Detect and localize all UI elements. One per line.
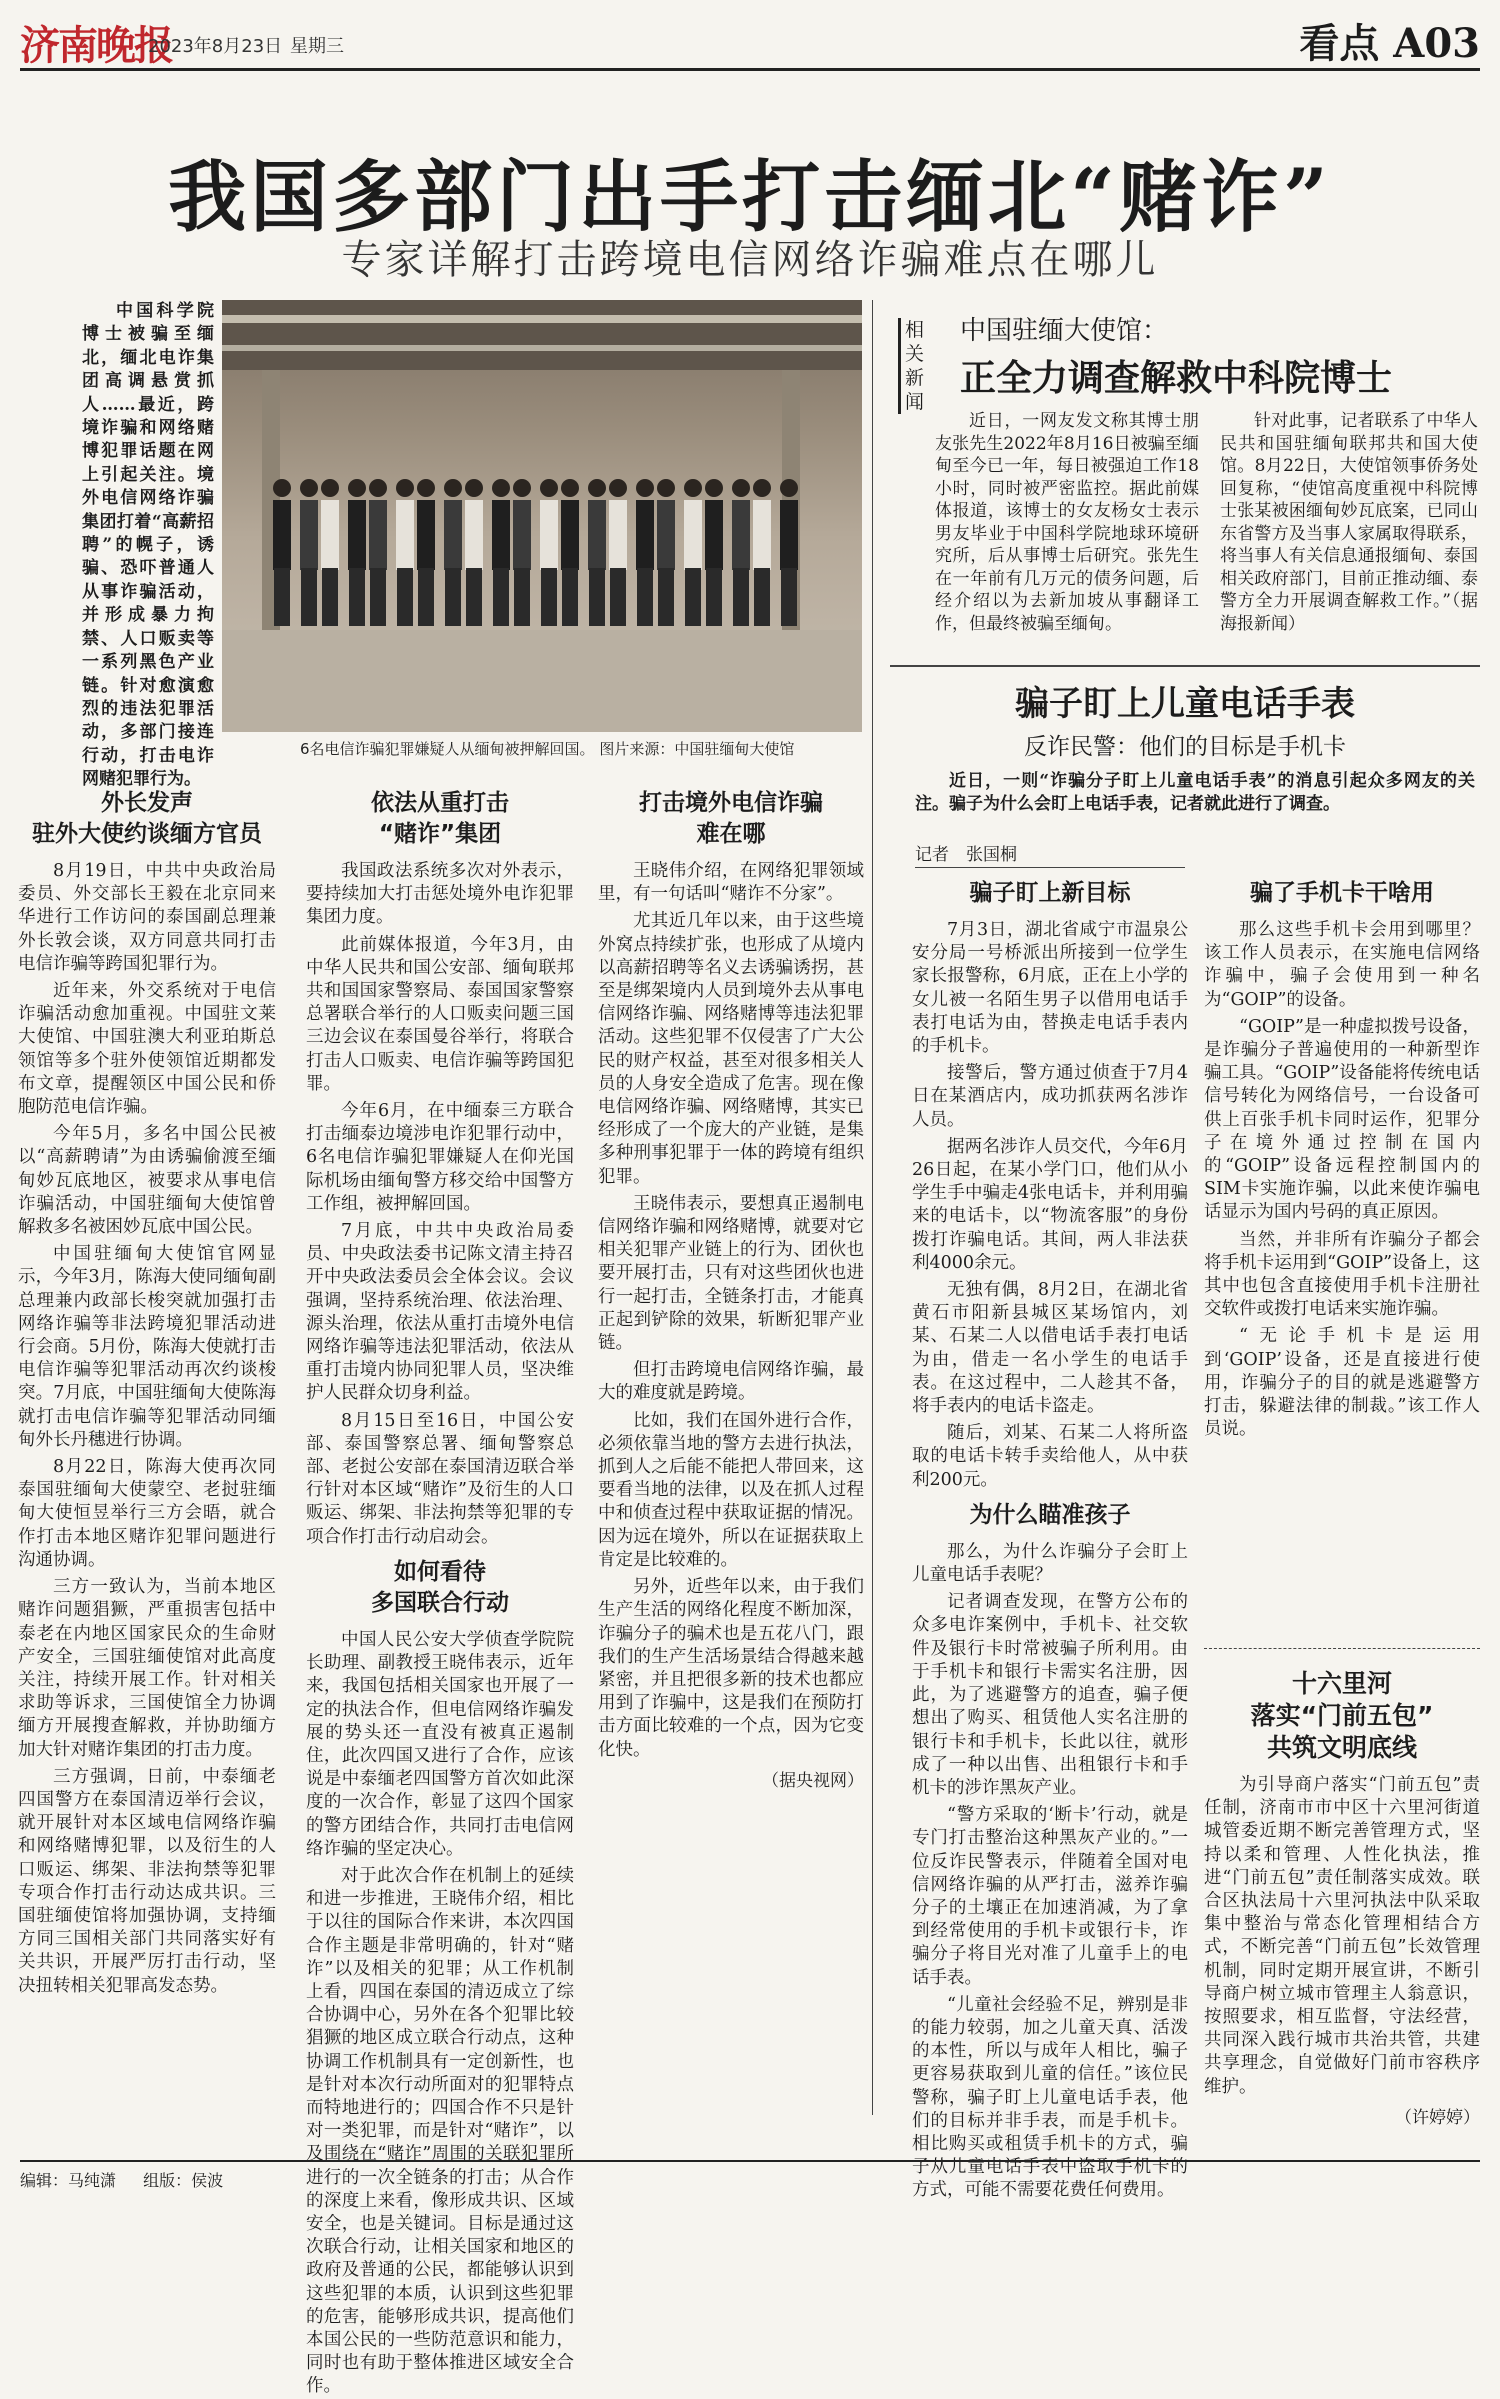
person-figure [396,500,414,570]
person-legs [733,568,749,626]
person-legs [754,568,770,626]
person-head [348,479,366,497]
person-head [684,479,702,497]
related-body-left: 近日，一网友发文称其博士朋友张先生2022年8月16日被骗至缅甸至今已一年，每日被强迫工作18小时，同时被严密监控。据此前媒体报道，该博士的女友杨女士表示男友毕业于中国科学院地球环境研究所，后从事博士后研究。张先生在一年前有几万元的债务问题，后经介绍以为去新加坡从事翻译工作，但最终被骗至缅甸。 [935,411,1199,634]
photo-caption: 6名电信诈骗犯罪嫌疑人从缅甸被押解回国。 图片来源：中国驻缅甸大使馆 [300,740,795,758]
issue-weekday: 星期三 [290,36,344,57]
person-figure [369,500,387,570]
person-legs [514,568,530,626]
watch-title: 骗子盯上儿童电话手表 [1015,684,1355,724]
person-head [396,479,414,497]
person-figure [417,500,435,570]
newspaper-logo: 济南晚报 [20,22,172,69]
person-head [732,479,750,497]
person-legs [562,568,578,626]
person-figure [561,500,579,570]
column-divider [872,300,873,2115]
person-legs [274,568,290,626]
person-figure [732,500,750,570]
person-figure [636,500,654,570]
lead-text: 中国科学院博士被骗至缅北，缅北电诈集团高调悬赏抓人……最近，跨境诈骗和网络赌博犯罪话题在网上引起关注。境外电信网络诈骗集团打着“高薪招聘”的幌子，诱骗、恐吓普通人从事诈骗活动，并形成暴力拘禁、人口贩卖等一系列黑色产业链。针对愈演愈烈的违法犯罪活动，多部门接连行动，打击电诈网赌犯罪行为。 [82,301,214,790]
person-figure [753,500,771,570]
person-head [444,479,462,497]
related-title: 正全力调查解救中科院博士 [960,357,1393,399]
person-figure [684,500,702,570]
person-figure [588,500,606,570]
person-head [369,479,387,497]
person-legs [637,568,653,626]
person-head [636,479,654,497]
section-title-why-children: 为什么瞄准孩子 [969,1501,1131,1528]
column-shiliu: 十六里河 落实“门前五包” 共筑文明底线 为引导商户落实“门前五包”责任制，济南市市中区十六里河街道城管委近期不断完善管理方式，坚持以柔和管理、人性化执法，推进“门前五包”责任制落实成效。联合区执法局十六里河执法中队采取集中整治与常态化管理相结合方式，不断完善“门前五包”长效管理机制，同时定期开展宣讲，不断引导商户树立城市管理主人翁意识，按照要求，相互监督，守法经营，共同深入践行城市共治共管，共建共享理念，自觉做好门前市容秩序维护。 （许婷婷） [1204,1669,1480,2128]
news-photo [222,300,862,732]
person-head [540,479,558,497]
person-legs [418,568,434,626]
masthead [20,8,1480,71]
editor-credit: 编辑：马纯潇 [20,2171,117,2190]
person-legs [301,568,317,626]
person-figure [513,500,531,570]
related-body-right: 针对此事，记者联系了中华人民共和国驻缅甸联邦共和国大使馆。8月22日，大使馆领事侨务处回复称，“使馆高度重视中科院博士张某被困缅甸妙瓦底案，已同山东省警方及当事人家属取得联系，将当事人有关信息通报缅甸、泰国相关政府部门，目前正推动缅、泰警方全力开展调查解救工作。”（据海报新闻） [1220,411,1478,634]
main-headline: 我国多部门出手打击缅北“赌诈” [168,152,1332,243]
section-title-cooperation: 如何看待 多国联合行动 [371,1558,509,1616]
person-legs [370,568,386,626]
watch-column-right: 骗了手机卡干啥用 那么这些手机卡会用到哪里？该工作人员表示，在实施电信网络诈骗中，骗子会使用到一种名为“GOIP”的设备。 “GOIP”是一种虚拟拨号设备，是诈骗分子普遍使用的一种新型诈骗工具。“GOIP”设备能将传统电话信号转化为网络信号，一台设备可供上百张手机卡同时运作，犯罪分子在境外通过控制在国内的“GOIP”设备远程控制国内的SIM卡实施诈骗，以此来使诈骗电话显示为国内号码的真正原因。 当然，并非所有诈骗分子都会将手机卡运用到“GOIP”设备上，这其中也包含直接使用手机卡注册社交软件或拨打电话来实施诈骗。 “无论手机卡是运用到‘GOIP’设备，还是直接进行使用，诈骗分子的目的就是逃避警方打击，躲避法律的制裁。”该工作人员说。 [1204,880,1480,1440]
watch-column-left: 骗子盯上新目标 7月3日，湖北省咸宁市温泉公安分局一号桥派出所接到一位学生家长报警称，6月底，正在上小学的女儿被一名陌生男子以借用电话手表打电话为由，替换走电话手表内的手机卡。 接警后，警方通过侦查于7月4日在某酒店内，成功抓获两名涉诈人员。 据两名涉诈人员交代，今年6月26日起，在某小学门口，他们从小学生手中骗走4张电话卡，并利用骗来的电话卡，以“物流客服”的身份拨打诈骗电话。其间，两人非法获利4000余元。 无独有偶，8月2日，在湖北省黄石市阳新县城区某场馆内，刘某、石某二人以借电话手表打电话为由，借走一名小学生的电话手表。在这过程中，二人趁其不备，将手表内的电话卡盗走。 随后，刘某、石某二人将所盗取的电话卡转手卖给他人，从中获利200元。 为什么瞄准孩子 那么，为什么诈骗分子会盯上儿童电话手表呢？ 记者调查发现，在警方公布的众多电诈案例中，手机卡、社交软件及银行卡时常被骗子所利用。由于手机卡和银行卡需实名注册，因此，为了逃避警方的追查，骗子便想出了购买、租赁他人实名注册的银行卡和手机卡，长此以往，就形成了一种以出售、出租银行卡和手机卡的涉诈黑灰产业。 “警方采取的‘断卡’行动，就是专门打击整治这种黑灰产业的。”一位反诈民警表示，伴随着全国对电信网络诈骗的从严打击，滋养诈骗分子的土壤正在加速消减，为了拿到经常使用的手机卡或银行卡，诈骗分子将目光对准了儿童手上的电话手表。 “儿童社会经验不足，辨别是非的能力较弱，加之儿童天真、活泼的本性，所以与成年人相比，骗子更容易获取到儿童的信任。”该位民警称，骗子盯上儿童电话手表，他们的目标并非手表，而是手机卡。相比购买或租赁手机卡的方式，骗子从儿童电话手表中盗取手机卡的方式，可能不需要花费任何费用。 [912,880,1188,2201]
person-legs [322,568,338,626]
person-figure [321,500,339,570]
divider-shiliu [1204,1648,1480,1649]
shiliu-source: （许婷婷） [1395,2107,1480,2128]
column-crackdown: 依法从重打击 “赌诈”集团 我国政法系统多次对外表示，要持续加大打击惩处境外电诈犯罪集团力度。 此前媒体报道，今年3月，由中华人民共和国公安部、缅甸联邦共和国国家警察局、泰国国家警察总署联合举行的人口贩卖问题三国三边会议在泰国曼谷举行，将联合打击人口贩卖、电信诈骗等跨国犯罪。 今年6月，在中缅泰三方联合打击缅泰边境涉电诈犯罪行动中，6名电信诈骗犯罪嫌疑人在仰光国际机场由缅甸警方移交给中国警方工作组，被押解回国。 7月底，中共中央政治局委员、中央政法委书记陈文清主持召开中央政法委员会全体会议。会议强调，坚持系统治理、依法治理、源头治理，依法从重打击境外电信网络诈骗等违法犯罪活动，依法从重打击境内协同犯罪人员，坚决维护人民群众切身利益。 8月15日至16日，中国公安部、泰国警察总署、缅甸警察总部、老挝公安部在泰国清迈联合举行针对本区域“赌诈”及衍生的人口贩运、绑架、非法拘禁等犯罪的专项合作打击行动启动会。 如何看待 多国联合行动 中国人民公安大学侦查学院院长助理、副教授王晓伟表示，近年来，我国包括相关国家也开展了一定的执法合作，但电信网络诈骗发展的势头还一直没有被真正遏制住，此次四国又进行了合作，应该说是中泰缅老四国警方首次如此深度的一次合作，彰显了这四个国家的警方团结合作，共同打击电信网络诈骗的坚定决心。 对于此次合作在机制上的延续和进一步推进，王晓伟介绍，相比于以往的国际合作来讲，本次四国合作主题是非常明确的，针对“赌诈”以及相关的犯罪；从工作机制上看，四国在泰国的清迈成立了综合协调中心，另外在各个犯罪比较猖獗的地区成立联合行动点，这种协调工作机制具有一定创新性，也是针对本次行动所面对的犯罪特点而特地进行的；四国合作不只是针对一类犯罪，而是针对“赌诈”，以及围绕在“赌诈”周围的关联犯罪所进行的一次全链条的打击；从合作的深度上来看，像形成共识、区域安全，也是关键词。目标是通过这次联合行动，让相关国家和地区的政府及普通的公民，都能够认识到这些犯罪的本质，认识到这些犯罪的危害，能够形成共识，提高他们本国公民的一些防范意识和能力，同时也有助于整体推进区域安全合作。 [306,790,574,2397]
section-title-crackdown: 依法从重打击 “赌诈”集团 [371,790,509,847]
person-head [273,479,291,497]
person-legs [781,568,797,626]
person-figure [465,500,483,570]
person-legs [493,568,509,626]
person-legs [658,568,674,626]
reporter-byline: 记者 张国桐 [915,840,1185,868]
person-head [417,479,435,497]
person-legs [589,568,605,626]
person-head [321,479,339,497]
person-figure [444,500,462,570]
person-legs [349,568,365,626]
person-figure [492,500,510,570]
person-head [780,479,798,497]
person-figure [540,500,558,570]
related-kicker: 中国驻缅大使馆： [960,316,1169,346]
person-head [705,479,723,497]
column-difficulty: 打击境外电信诈骗 难在哪 王晓伟介绍，在网络犯罪领域里，有一句话叫“赌诈不分家”。 尤其近几年以来，由于这些境外窝点持续扩张，也形成了从境内以高薪招聘等名义去诱骗诱拐，甚至是绑架境内人员到境外去从事电信网络诈骗、网络赌博等违法犯罪活动。这些犯罪不仅侵害了广大公民的财产权益，甚至对很多相关人员的人身安全造成了危害。现在像电信网络诈骗、网络赌博，其实已经形成了一个庞大的产业链，是集多种刑事犯罪于一体的跨境有组织犯罪。 王晓伟表示，要想真正遏制电信网络诈骗和网络赌博，就要对它相关犯罪产业链上的行为、团伙也要开展打击，只有对这些团伙也进行一起打击，全链条打击，才能真正起到铲除的效果，斩断犯罪产业链。 但打击跨境电信网络诈骗，最大的难度就是跨境。 比如，我们在国外进行合作，必须依靠当地的警方去进行执法，抓到人之后能不能把人带回来，这要看当地的法律，以及在抓人过程中和侦查过程中获取证据的情况。因为远在境外，所以在证据获取上肯定是比较难的。 另外，近些年以来，由于我们生产生活的网络化程度不断加深，诈骗分子的骗术也是五花八门，跟我们的生产生活场景结合得越来越紧密，并且把很多新的技术也都应用到了诈骗中，这是我们在预防打击方面比较难的一个点，因为它变化快。 （据央视网） [598,790,864,1791]
person-legs [397,568,413,626]
person-figure [657,500,675,570]
shiliu-title: 十六里河 落实“门前五包” 共筑文明底线 [1250,1669,1434,1762]
section-title-sim-usage: 骗了手机卡干啥用 [1250,880,1434,906]
main-subheadline: 专家详解打击跨境电信网络诈骗难点在哪儿 [341,237,1159,283]
section-title-difficulty: 打击境外电信诈骗 难在哪 [639,790,823,847]
person-figure [273,500,291,570]
person-legs [706,568,722,626]
person-head [300,479,318,497]
page-section: 看点 A03 [1299,20,1480,67]
layout-credit: 组版：侯波 [143,2171,224,2190]
person-figure [609,500,627,570]
person-head [513,479,531,497]
person-figure [300,500,318,570]
divider-related [890,665,1480,667]
person-head [753,479,771,497]
watch-subtitle: 反诈民警：他们的目标是手机卡 [1024,734,1346,760]
column-foreign-minister: 外长发声 驻外大使约谈缅方官员 8月19日，中共中央政治局委员、外交部长王毅在北京同来华进行工作访问的泰国副总理兼外长敦会谈，双方同意共同打击电信诈骗等跨国犯罪行为。 近年来，外交系统对于电信诈骗活动愈加重视。中国驻文莱大使馆、中国驻澳大利亚珀斯总领馆等多个驻外使领馆近期都发布文章，提醒领区中国公民和侨胞防范电信诈骗。 今年5月，多名中国公民被以“高薪聘请”为由诱骗偷渡至缅甸妙瓦底地区，被要求从事电信诈骗活动，中国驻缅甸大使馆曾解救多名被困妙瓦底中国公民。 中国驻缅甸大使馆官网显示，今年3月，陈海大使同缅甸副总理兼内政部长梭突就加强打击网络诈骗等非法跨境犯罪活动进行会商。5月份，陈海大使就打击电信诈骗等犯罪活动再次约谈梭突。7月底，中国驻缅甸大使陈海就打击电信诈骗等犯罪活动同缅甸外长丹穗进行协调。 8月22日，陈海大使再次同泰国驻缅甸大使蒙空、老挝驻缅甸大使恒昱举行三方会晤，就合作打击本地区赌诈犯罪问题进行沟通协调。 三方一致认为，当前本地区赌诈问题猖獗，严重损害包括中泰老在内地区国家民众的生命财产安全，三国驻缅使馆对此高度关注，持续开展工作。针对相关求助等诉求，三国使馆全力协调缅方开展搜查解救，并协助缅方加大针对赌诈集团的打击力度。 三方强调，日前，中泰缅老四国警方在泰国清迈举行会议，就开展针对本区域电信网络诈骗和网络赌博犯罪，以及衍生的人口贩运、绑架、非法拘禁等犯罪专项合作打击行动达成共识。三国驻缅使馆将加强协调，支持缅方同三国相关部门共同落实好有关共识，开展严厉打击行动，坚决扭转相关犯罪高发态势。 [18,790,276,1996]
section-title-foreign: 外长发声 驻外大使约谈缅方官员 [32,790,262,847]
person-head [465,479,483,497]
person-head [657,479,675,497]
issue-date: 2023年8月23日 [148,36,283,57]
section-title-new-target: 骗子盯上新目标 [969,880,1131,906]
related-news-tag: 相关新闻 [898,318,929,414]
person-figure [348,500,366,570]
person-legs [685,568,701,626]
person-legs [541,568,557,626]
person-figure [780,500,798,570]
person-head [492,479,510,497]
person-legs [466,568,482,626]
page-footer [20,2160,1480,2191]
person-head [609,479,627,497]
source-credit: （据央视网） [762,1770,864,1791]
person-figure [705,500,723,570]
person-head [561,479,579,497]
person-legs [445,568,461,626]
person-head [588,479,606,497]
person-legs [610,568,626,626]
photo-illustration [222,300,862,732]
watch-intro: 近日，一则“诈骗分子盯上儿童电话手表”的消息引起众多网友的关注。骗子为什么会盯上电话手表，记者就此进行了调查。 [915,771,1475,814]
